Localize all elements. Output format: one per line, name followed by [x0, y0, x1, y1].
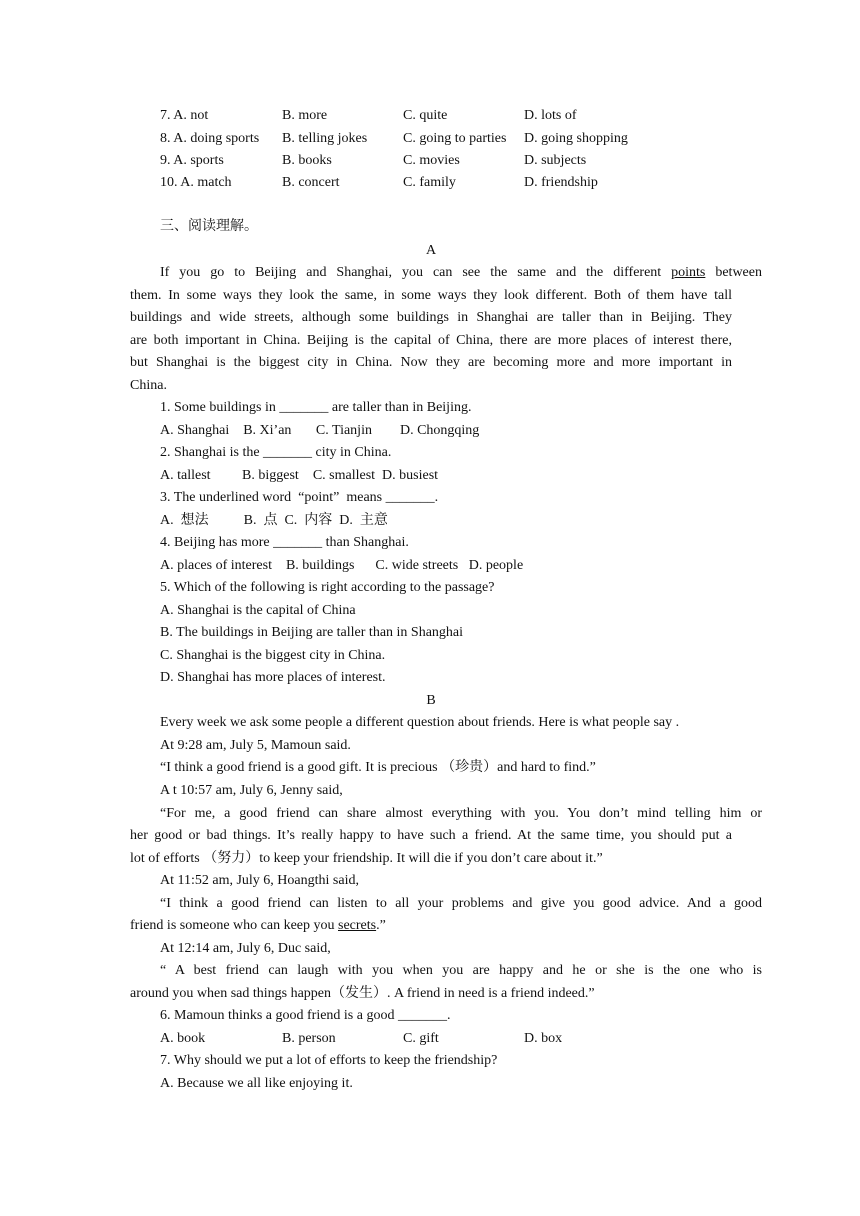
question-6-option-c: C. gift [403, 1031, 439, 1046]
question-1-options: A. Shanghai B. Xi’an C. Tianjin D. Chongqing [160, 423, 480, 438]
question-6: 6. Mamoun thinks a good friend is a good _______. [160, 1008, 451, 1023]
option-9-b: B. books [282, 153, 332, 168]
underlined-word-points: points [671, 265, 706, 280]
option-10-b: B. concert [282, 175, 340, 190]
section-heading: 三、阅读理解。 [160, 219, 258, 234]
question-5-option-c: C. Shanghai is the biggest city in China. [160, 648, 386, 663]
option-10-c: C. family [403, 175, 456, 190]
option-7-c: C. quite [403, 108, 448, 123]
passage-b-line: At 12:14 am, July 6, Duc said, [160, 941, 331, 956]
option-8-a: 8. A. doing sports [160, 131, 260, 146]
passage-a-line: but Shanghai is the biggest city in China. Now they are becoming more and more important in [130, 355, 732, 370]
passage-a-line: If you go to Beijing and Shanghai, you can see the same and the different points between [160, 265, 762, 280]
passage-b-line: A t 10:57 am, July 6, Jenny said, [160, 783, 343, 798]
passage-a-line: China. [130, 378, 167, 393]
option-8-d: D. going shopping [524, 131, 628, 146]
option-9-d: D. subjects [524, 153, 587, 168]
passage-b-label: B [426, 693, 436, 708]
question-4-options: A. places of interest B. buildings C. wide streets D. people [160, 558, 524, 573]
question-5-option-b: B. The buildings in Beijing are taller than in Shanghai [160, 625, 464, 640]
passage-b-line: “For me, a good friend can share almost everything with you. You don’t mind telling him or [160, 806, 762, 821]
passage-a-line: are both important in China. Beijing is the capital of China, there are more places of interest there, [130, 333, 732, 348]
passage-a-line: buildings and wide streets, although some buildings in Shanghai are taller than in Beijing. They [130, 310, 732, 325]
option-9-a: 9. A. sports [160, 153, 224, 168]
passage-b-line: around you when sad things happen（发生）. A friend in need is a friend indeed.” [130, 986, 595, 1001]
question-1: 1. Some buildings in _______ are taller than in Beijing. [160, 400, 472, 415]
question-6-option-d: D. box [524, 1031, 563, 1046]
question-3: 3. The underlined word “point” means _______. [160, 490, 439, 505]
question-6-option-b: B. person [282, 1031, 336, 1046]
option-9-c: C. movies [403, 153, 460, 168]
passage-b-line: lot of efforts （努力）to keep your friendship. It will die if you don’t care about it.” [130, 851, 603, 866]
question-6-option-a: A. book [160, 1031, 206, 1046]
passage-b-line: At 9:28 am, July 5, Mamoun said. [160, 738, 351, 753]
option-7-b: B. more [282, 108, 328, 123]
passage-b-line: “ A best friend can laugh with you when you are happy and he or she is the one who is [160, 963, 762, 978]
option-7-a: 7. A. not [160, 108, 209, 123]
question-3-options: A. 想法 B. 点 C. 内容 D. 主意 [160, 513, 388, 528]
question-4: 4. Beijing has more _______ than Shanghai. [160, 535, 409, 550]
option-8-b: B. telling jokes [282, 131, 368, 146]
option-7-d: D. lots of [524, 108, 577, 123]
question-2-options: A. tallest B. biggest C. smallest D. busiest [160, 468, 439, 483]
option-10-d: D. friendship [524, 175, 598, 190]
passage-b-line: friend is someone who can keep you secrets.” [130, 918, 386, 933]
passage-b-line: “I think a good friend is a good gift. It is precious （珍贵）and hard to find.” [160, 760, 596, 775]
passage-b-intro: Every week we ask some people a different question about friends. Here is what people say . [160, 715, 680, 730]
question-2: 2. Shanghai is the _______ city in China. [160, 445, 392, 460]
question-5: 5. Which of the following is right according to the passage? [160, 580, 495, 595]
passage-b-line: her good or bad things. It’s really happy to have such a friend. At the same time, you should put a [130, 828, 732, 843]
option-10-a: 10. A. match [160, 175, 232, 190]
passage-b-line: At 11:52 am, July 6, Hoangthi said, [160, 873, 359, 888]
question-7-option-a: A. Because we all like enjoying it. [160, 1076, 353, 1091]
underlined-word-secrets: secrets [338, 918, 377, 933]
question-5-option-a: A. Shanghai is the capital of China [160, 603, 356, 618]
option-8-c: C. going to parties [403, 131, 507, 146]
question-5-option-d: D. Shanghai has more places of interest. [160, 670, 386, 685]
passage-b-line: “I think a good friend can listen to all your problems and give you good advice. And a good [160, 896, 762, 911]
passage-a-line: them. In some ways they look the same, in some ways they look different. Both of them have tall [130, 288, 732, 303]
question-7: 7. Why should we put a lot of efforts to keep the friendship? [160, 1053, 498, 1068]
passage-a-label: A [425, 243, 437, 258]
